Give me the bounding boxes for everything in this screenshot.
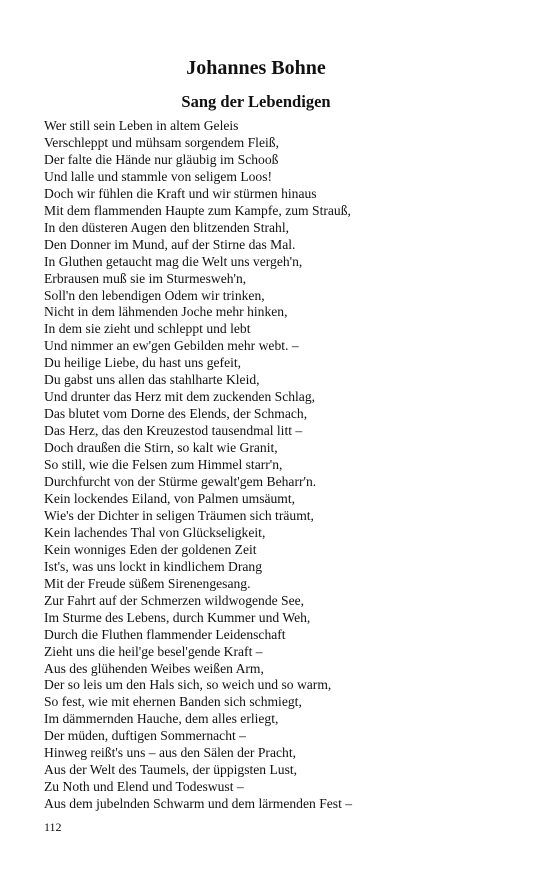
poem-line: Du gabst uns allen das stahlharte Kleid, bbox=[44, 372, 260, 388]
poem-line: Durchfurcht von der Stürme gewalt'gem Beharr'n. bbox=[44, 474, 317, 490]
poem-line: Kein lachendes Thal von Glückseligkeit, bbox=[44, 524, 266, 540]
poem-title: Sang der Lebendigen bbox=[181, 92, 331, 111]
poem-line: Aus des glühenden Weibes weißen Arm, bbox=[44, 660, 264, 676]
poem-line: Aus der Welt des Taumels, der üppigsten Lust, bbox=[44, 762, 298, 778]
poem-line: Das Herz, das den Kreuzestod tausendmal litt – bbox=[44, 423, 303, 439]
poem-line: Und lalle und stammle von seligem Loos! bbox=[44, 168, 273, 184]
poem-line: Hinweg reißt's uns – aus den Sälen der Pracht, bbox=[44, 745, 296, 761]
poem-line: Doch wir fühlen die Kraft und wir stürmen hinaus bbox=[44, 185, 317, 201]
poem-body bbox=[44, 118, 514, 813]
poem-line: Aus dem jubelnden Schwarm und dem lärmenden Fest – bbox=[44, 796, 353, 812]
poem-line: Im dämmernden Hauche, dem alles erliegt, bbox=[44, 711, 279, 727]
poem-line: Durch die Fluthen flammender Leidenschaft bbox=[44, 626, 286, 642]
poem-line: So fest, wie mit ehernen Banden sich schmiegt, bbox=[44, 694, 302, 710]
poem-line: Der müden, duftigen Sommernacht – bbox=[44, 728, 246, 744]
poem-line: Zur Fahrt auf der Schmerzen wildwogende See, bbox=[44, 592, 305, 608]
poem-line: In Gluthen getaucht mag die Welt uns vergeh'n, bbox=[44, 253, 303, 269]
poem-line: Der falte die Hände nur gläubig im Schooß bbox=[44, 151, 279, 167]
poem-line: Und drunter das Herz mit dem zuckenden Schlag, bbox=[44, 389, 316, 405]
poem-line: Nicht in dem lähmenden Joche mehr hinken, bbox=[44, 304, 288, 320]
poem-line: Verschleppt und mühsam sorgendem Fleiß, bbox=[44, 134, 279, 150]
poem-line: In den düsteren Augen den blitzenden Strahl, bbox=[44, 219, 289, 235]
poem-line: Erbrausen muß sie im Sturmesweh'n, bbox=[44, 270, 247, 286]
poem-line: Doch draußen die Stirn, so kalt wie Granit, bbox=[44, 440, 278, 456]
page-number: 112 bbox=[44, 820, 62, 834]
poem-line: Ist's, was uns lockt in kindlichem Drang bbox=[44, 558, 263, 574]
poem-line: Und nimmer an ew'gen Gebilden mehr webt. – bbox=[44, 338, 299, 354]
poem-line: Zu Noth und Elend und Todeswust – bbox=[44, 779, 244, 795]
poem-line: Der so leis um den Hals sich, so weich und so warm, bbox=[44, 677, 332, 693]
poem-line: So still, wie die Felsen zum Himmel starr'n, bbox=[44, 457, 283, 473]
poem-line: Mit dem flammenden Haupte zum Kampfe, zum Strauß, bbox=[44, 202, 351, 218]
poem-line: Wie's der Dichter in seligen Träumen sich träumt, bbox=[44, 507, 314, 523]
author-heading: Johannes Bohne bbox=[186, 57, 326, 79]
poem-line: Soll'n den lebendigen Odem wir trinken, bbox=[44, 287, 265, 303]
poem-line: Mit der Freude süßem Sirenengesang. bbox=[44, 575, 251, 591]
poem-line: Kein lockendes Eiland, von Palmen umsäumt, bbox=[44, 490, 296, 506]
poem-line: Kein wonniges Eden der goldenen Zeit bbox=[44, 541, 257, 557]
poem-line: In dem sie zieht und schleppt und lebt bbox=[44, 321, 251, 337]
poem-line: Das blutet vom Dorne des Elends, der Schmach, bbox=[44, 406, 308, 422]
poem-line: Den Donner im Mund, auf der Stirne das Mal. bbox=[44, 236, 296, 252]
poem-line: Du heilige Liebe, du hast uns gefeit, bbox=[44, 355, 242, 371]
poem-line: Wer still sein Leben in altem Geleis bbox=[44, 118, 239, 133]
poem-line: Zieht uns die heil'ge besel'gende Kraft – bbox=[44, 643, 263, 659]
poem-line: Im Sturme des Lebens, durch Kummer und Weh, bbox=[44, 609, 311, 625]
